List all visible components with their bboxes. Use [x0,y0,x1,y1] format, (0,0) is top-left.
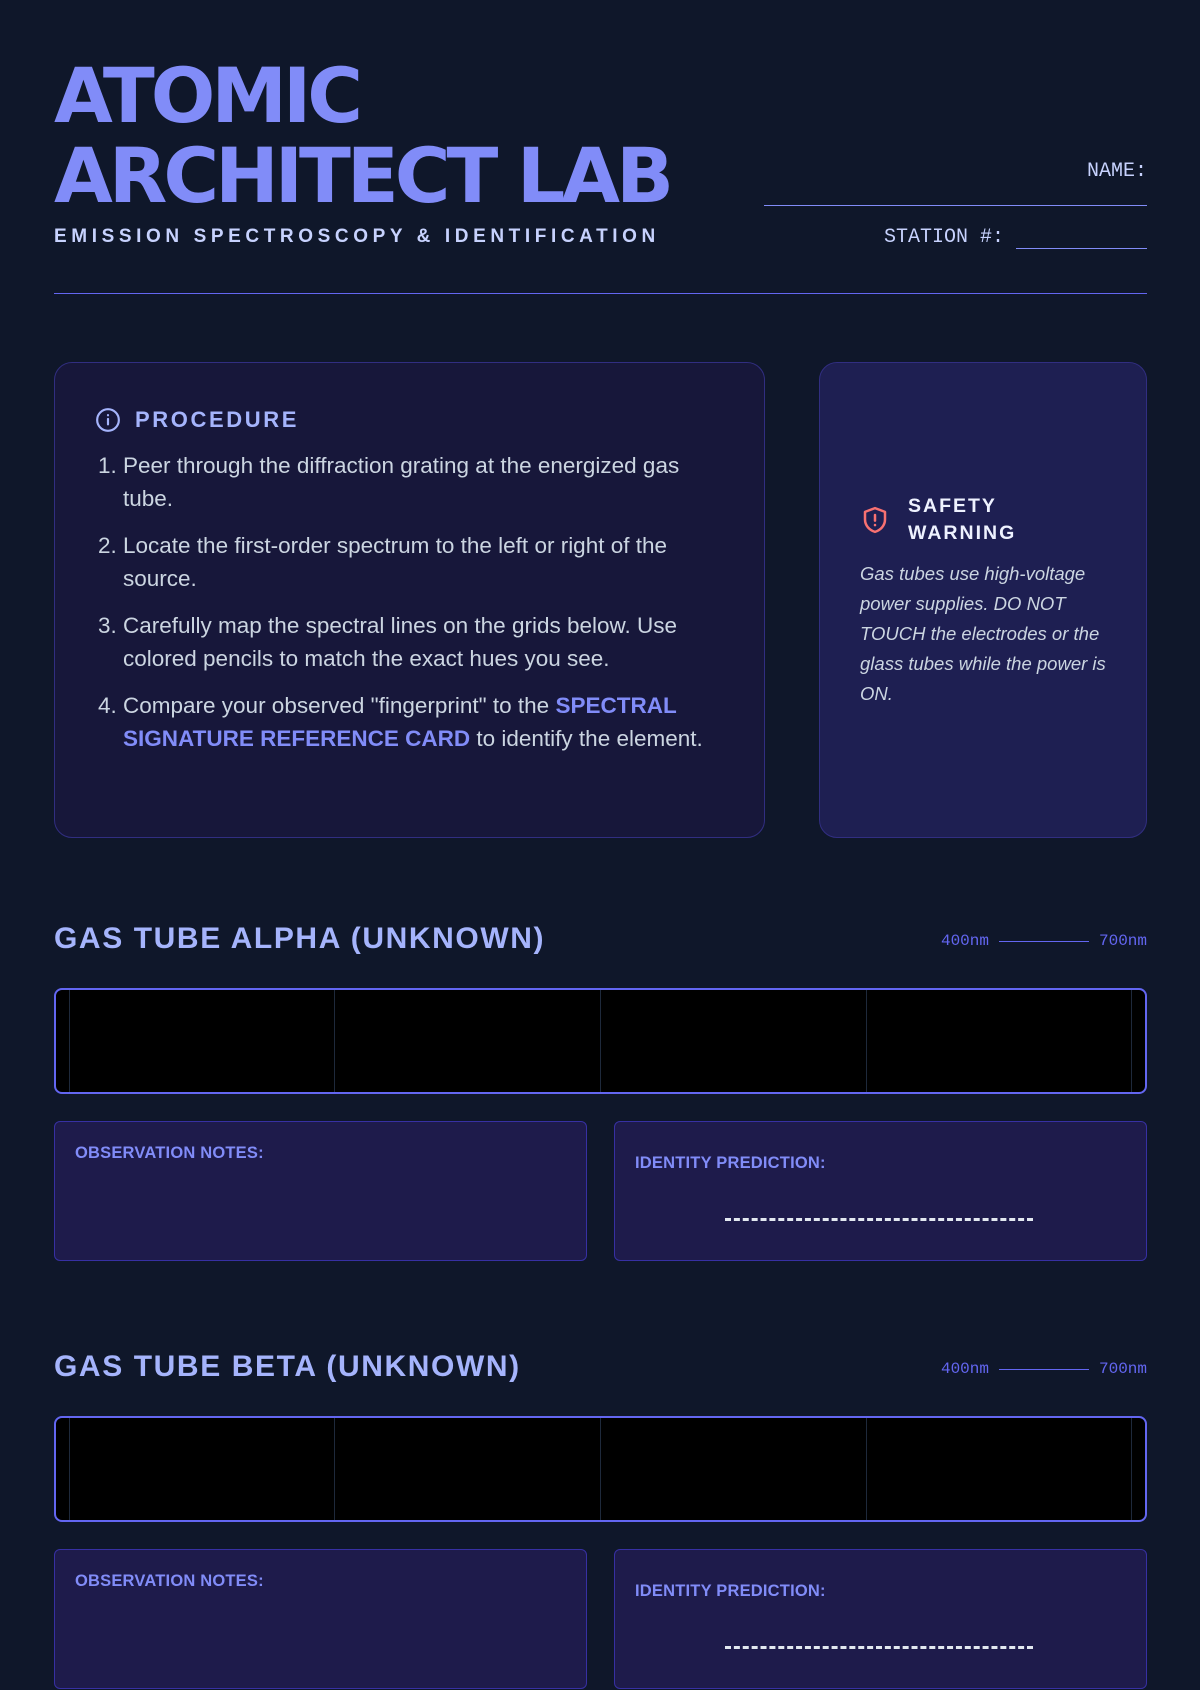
grid-line [866,990,867,1092]
procedure-step: 3. Carefully map the spectral lines on the grids below. Use colored pencils to match the exact hues you see. [123,609,724,675]
scale-max: 700nm [1098,932,1147,950]
info-icon [95,407,121,433]
grid-line [1131,1418,1132,1520]
identity-prediction-label: IDENTITY PREDICTION: [635,1154,826,1172]
grid-line [600,1418,601,1520]
grid-line [69,990,70,1092]
scale-max: 700nm [1098,1360,1147,1378]
grid-line [334,990,335,1092]
page-subtitle: EMISSION SPECTROSCOPY & IDENTIFICATION [54,226,660,247]
observation-notes-label: OBSERVATION NOTES: [75,1572,264,1590]
title-line-2: ARCHITECT LAB [54,131,671,220]
identity-prediction-box[interactable] [614,1549,1147,1689]
observation-notes-label: OBSERVATION NOTES: [75,1144,264,1162]
name-label: NAME: [1086,160,1147,183]
gas-tube-alpha-section [54,922,1147,1262]
reference-card-link: SPECTRAL SIGNATURE REFERENCE CARD [123,693,677,751]
procedure-steps [95,449,724,755]
wavelength-scale [941,932,1147,950]
step-4-text: Compare your observed "fingerprint" to the [123,693,550,718]
observation-notes-box[interactable] [54,1549,587,1689]
wavelength-scale [941,1360,1147,1378]
safety-panel [819,362,1147,838]
grid-line [334,1418,335,1520]
grid-line [69,1418,70,1520]
prediction-blank[interactable] [725,1218,1033,1221]
safety-text: Gas tubes use high-voltage power supplies. DO NOT TOUCH the electrodes or the glass tubes while the power is ON. [860,563,1106,704]
scale-bar [999,941,1089,942]
station-field[interactable] [1016,230,1147,249]
procedure-header [95,403,724,437]
step-4-text-end: to identify the element. [476,726,703,751]
identity-prediction-box[interactable] [614,1121,1147,1261]
page-title [54,51,1147,220]
scale-min: 400nm [940,1360,989,1378]
grid-line [866,1418,867,1520]
procedure-step: 1. Peer through the diffraction grating at the energized gas tube. [123,449,724,515]
station-label: STATION #: [883,226,1004,249]
tube-title: GAS TUBE BETA (UNKNOWN) [54,1350,521,1383]
name-field[interactable] [764,205,1147,206]
spectrum-grid[interactable] [54,1416,1147,1522]
tube-title: GAS TUBE ALPHA (UNKNOWN) [54,922,546,955]
shield-alert-icon [860,505,890,535]
grid-line [600,990,601,1092]
procedure-step [123,689,724,755]
observation-notes-box[interactable] [54,1121,587,1261]
safety-title: SAFETY WARNING [908,495,1017,544]
spectrum-grid[interactable] [54,988,1147,1094]
station-row [884,226,1147,249]
procedure-panel [54,362,765,838]
safety-header [860,493,1106,547]
scale-min: 400nm [940,932,989,950]
title-line-1: ATOMIC [54,51,360,140]
grid-line [1131,990,1132,1092]
procedure-title: PROCEDURE [135,407,299,432]
gas-tube-beta-section [54,1350,1147,1690]
scale-bar [999,1369,1089,1370]
header-divider [54,293,1147,294]
procedure-step: 2. Locate the first-order spectrum to the left or right of the source. [123,529,724,595]
prediction-blank[interactable] [725,1646,1033,1649]
identity-prediction-label: IDENTITY PREDICTION: [635,1582,826,1600]
page-header [54,51,1147,296]
